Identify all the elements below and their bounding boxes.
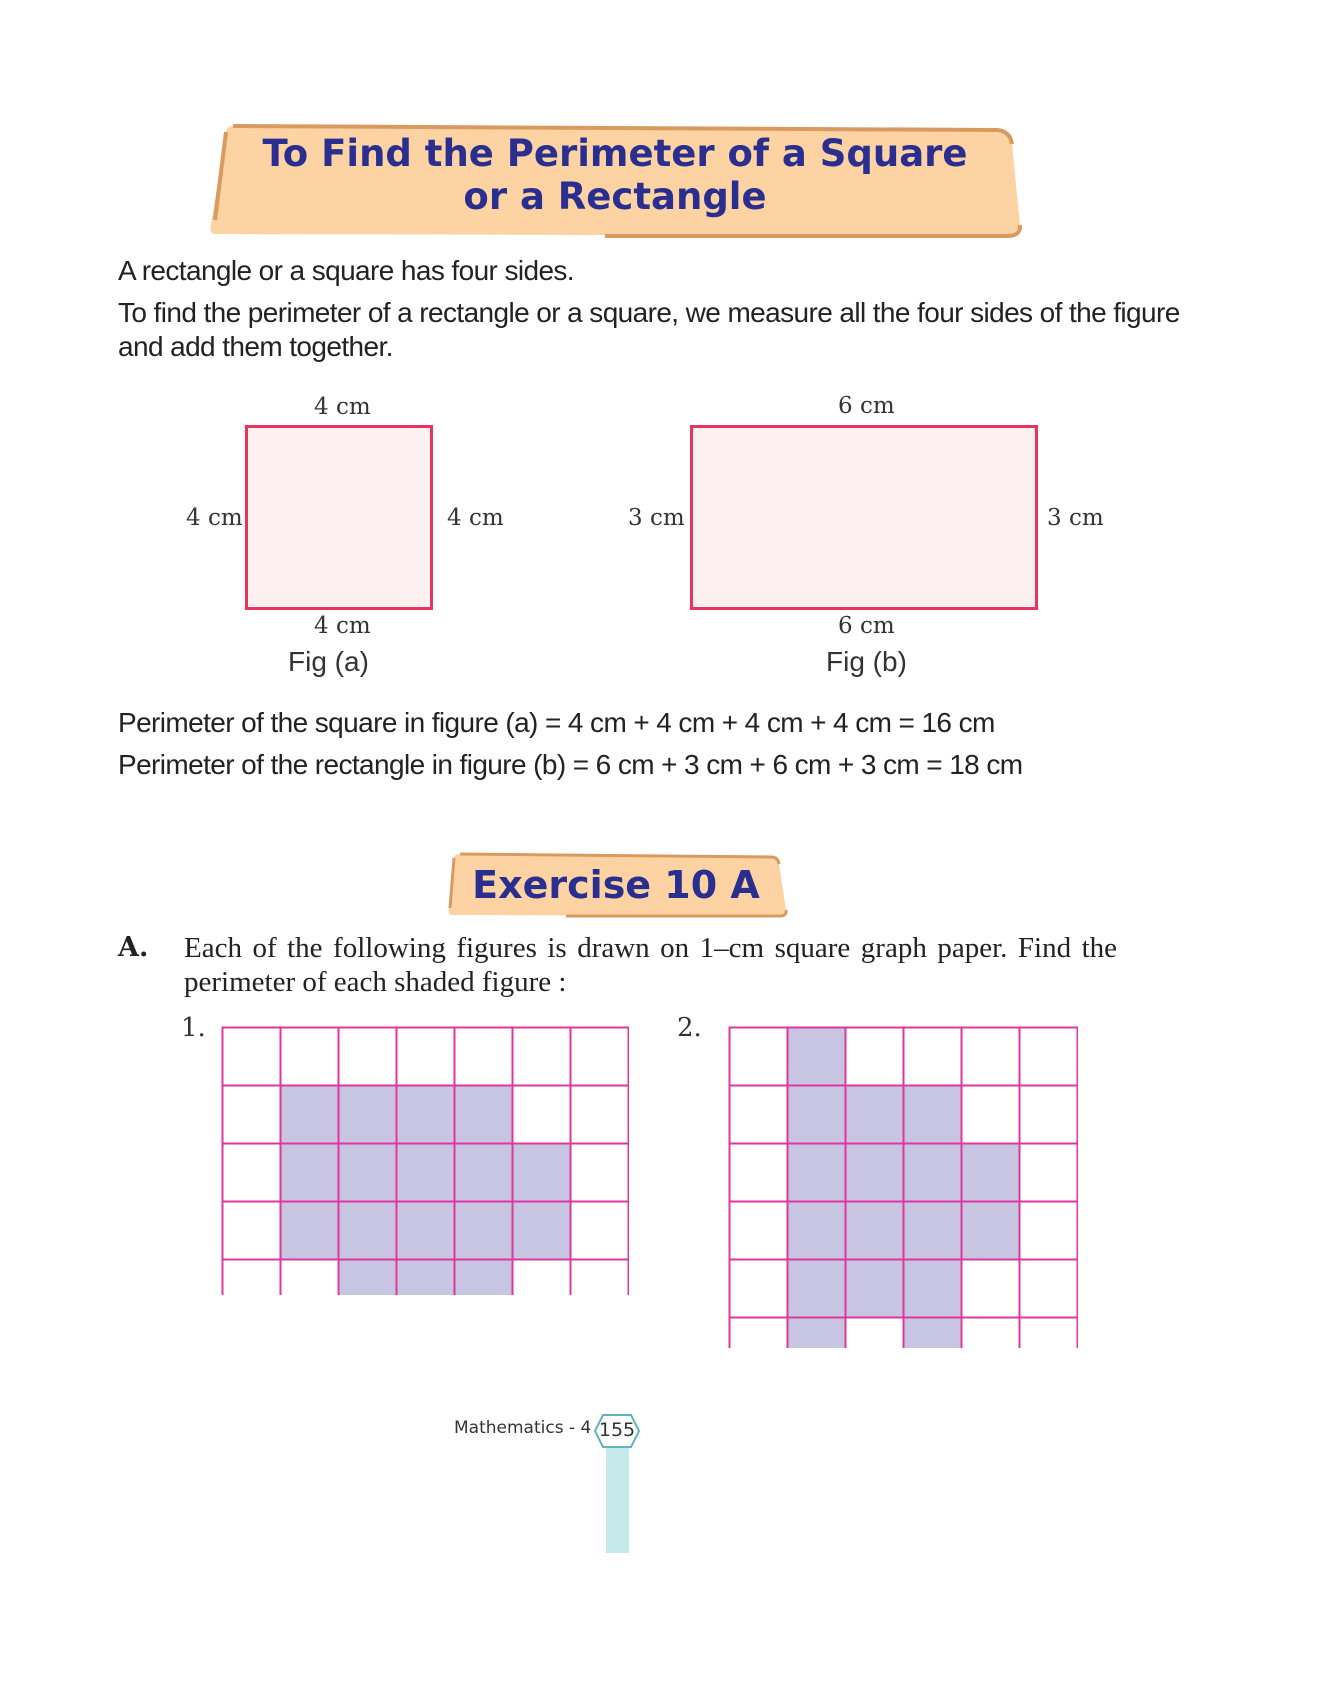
grid-cell (1020, 1318, 1078, 1349)
grid-cell-shaded (904, 1318, 962, 1349)
grid-cell-shaded (455, 1086, 513, 1144)
grid-cell (1020, 1086, 1078, 1144)
grid-cell (571, 1028, 629, 1086)
grid-cell-shaded (281, 1202, 339, 1260)
grid-cell (730, 1202, 788, 1260)
fig-a-top-label: 4 cm (314, 394, 371, 420)
section-label: A. (118, 932, 149, 963)
grid-cell (730, 1028, 788, 1086)
grid-cell-shaded (962, 1144, 1020, 1202)
grid-cell (730, 1260, 788, 1318)
title-line-2: or a Rectangle (463, 175, 767, 218)
grid-cell (571, 1260, 629, 1296)
grid-cell-shaded (904, 1144, 962, 1202)
instruction-line-1: Each of the following figures is drawn on 1–cm square graph paper. Find the (184, 932, 1117, 964)
grid-cell-shaded (513, 1202, 571, 1260)
grid-cell (397, 1028, 455, 1086)
grid-cell-shaded (904, 1086, 962, 1144)
grid-cell (223, 1202, 281, 1260)
grid-cell-shaded (846, 1086, 904, 1144)
grid-cell-shaded (788, 1144, 846, 1202)
square-figure (245, 425, 433, 610)
fig-b-caption: Fig (b) (826, 646, 907, 677)
grid-cell-shaded (339, 1144, 397, 1202)
grid-cell-shaded (788, 1318, 846, 1349)
grid-cell (904, 1028, 962, 1086)
grid-cell (571, 1086, 629, 1144)
fig-a-bottom-label: 4 cm (314, 613, 371, 639)
grid-cell (571, 1144, 629, 1202)
page-title (205, 132, 1025, 218)
grid-cell (513, 1028, 571, 1086)
grid-cell (962, 1028, 1020, 1086)
grid-cell (962, 1086, 1020, 1144)
grid-cell (846, 1028, 904, 1086)
grid-cell-shaded (788, 1028, 846, 1086)
grid-cell (339, 1028, 397, 1086)
question-1-label: 1. (181, 1013, 206, 1043)
fig-a-right-label: 4 cm (447, 505, 504, 531)
grid-cell-shaded (397, 1260, 455, 1296)
graph-grid-2 (728, 1026, 1078, 1348)
grid-cell-shaded (513, 1144, 571, 1202)
grid-cell (730, 1318, 788, 1349)
grid-cell-shaded (904, 1202, 962, 1260)
grid-cell-shaded (281, 1144, 339, 1202)
grid-cell (1020, 1260, 1078, 1318)
grid-cell (513, 1260, 571, 1296)
footer-book-title: Mathematics - 4 (454, 1418, 592, 1438)
fig-a-caption: Fig (a) (288, 646, 369, 677)
question-2-label: 2. (677, 1013, 702, 1043)
grid-cell-shaded (455, 1202, 513, 1260)
grid-cell-shaded (397, 1144, 455, 1202)
grid-cell (962, 1260, 1020, 1318)
grid-cell (1020, 1202, 1078, 1260)
grid-cell-shaded (788, 1086, 846, 1144)
grid-cell-shaded (846, 1144, 904, 1202)
grid-cell (1020, 1144, 1078, 1202)
fig-b-bottom-label: 6 cm (838, 613, 895, 639)
grid-cell (223, 1144, 281, 1202)
grid-cell-shaded (788, 1202, 846, 1260)
intro-paragraph-2-line-2: and add them together. (118, 331, 393, 362)
grid-cell-shaded (339, 1086, 397, 1144)
grid-cell-shaded (455, 1144, 513, 1202)
page-number: 155 (598, 1419, 636, 1441)
grid-cell (571, 1202, 629, 1260)
grid-cell-shaded (339, 1202, 397, 1260)
grid-cell (223, 1260, 281, 1296)
grid-cell (223, 1028, 281, 1086)
grid-cell (962, 1318, 1020, 1349)
grid-cell-shaded (846, 1260, 904, 1318)
grid-cell-shaded (846, 1202, 904, 1260)
grid-cell (281, 1260, 339, 1296)
graph-grid-1 (221, 1026, 629, 1295)
fig-b-top-label: 6 cm (838, 393, 895, 419)
grid-cell (730, 1086, 788, 1144)
footer-bar (606, 1447, 629, 1553)
grid-cell (846, 1318, 904, 1349)
grid-cell-shaded (339, 1260, 397, 1296)
grid-cell (281, 1028, 339, 1086)
grid-cell-shaded (904, 1260, 962, 1318)
grid-cell-shaded (962, 1202, 1020, 1260)
grid-cell (455, 1028, 513, 1086)
fig-b-right-label: 3 cm (1047, 505, 1104, 531)
rectangle-figure (690, 425, 1038, 610)
grid-cell-shaded (788, 1260, 846, 1318)
intro-paragraph-2-line-1: To find the perimeter of a rectangle or a square, we measure all the four sides of the figure (118, 297, 1180, 328)
grid-cell (513, 1086, 571, 1144)
grid-cell (1020, 1028, 1078, 1086)
fig-a-left-label: 4 cm (186, 505, 243, 531)
grid-cell-shaded (397, 1202, 455, 1260)
square-perimeter-statement: Perimeter of the square in figure (a) = 4 cm + 4 cm + 4 cm + 4 cm = 16 cm (118, 707, 995, 738)
instruction-line-2: perimeter of each shaded figure : (184, 966, 567, 998)
intro-paragraph-1: A rectangle or a square has four sides. (118, 255, 574, 286)
grid-cell (223, 1086, 281, 1144)
grid-cell (730, 1144, 788, 1202)
grid-cell-shaded (455, 1260, 513, 1296)
grid-cell-shaded (397, 1086, 455, 1144)
rectangle-perimeter-statement: Perimeter of the rectangle in figure (b) = 6 cm + 3 cm + 6 cm + 3 cm = 18 cm (118, 749, 1023, 780)
exercise-title: Exercise 10 A (472, 863, 760, 907)
fig-b-left-label: 3 cm (628, 505, 685, 531)
grid-cell-shaded (281, 1086, 339, 1144)
title-line-1: To Find the Perimeter of a Square (262, 132, 968, 175)
